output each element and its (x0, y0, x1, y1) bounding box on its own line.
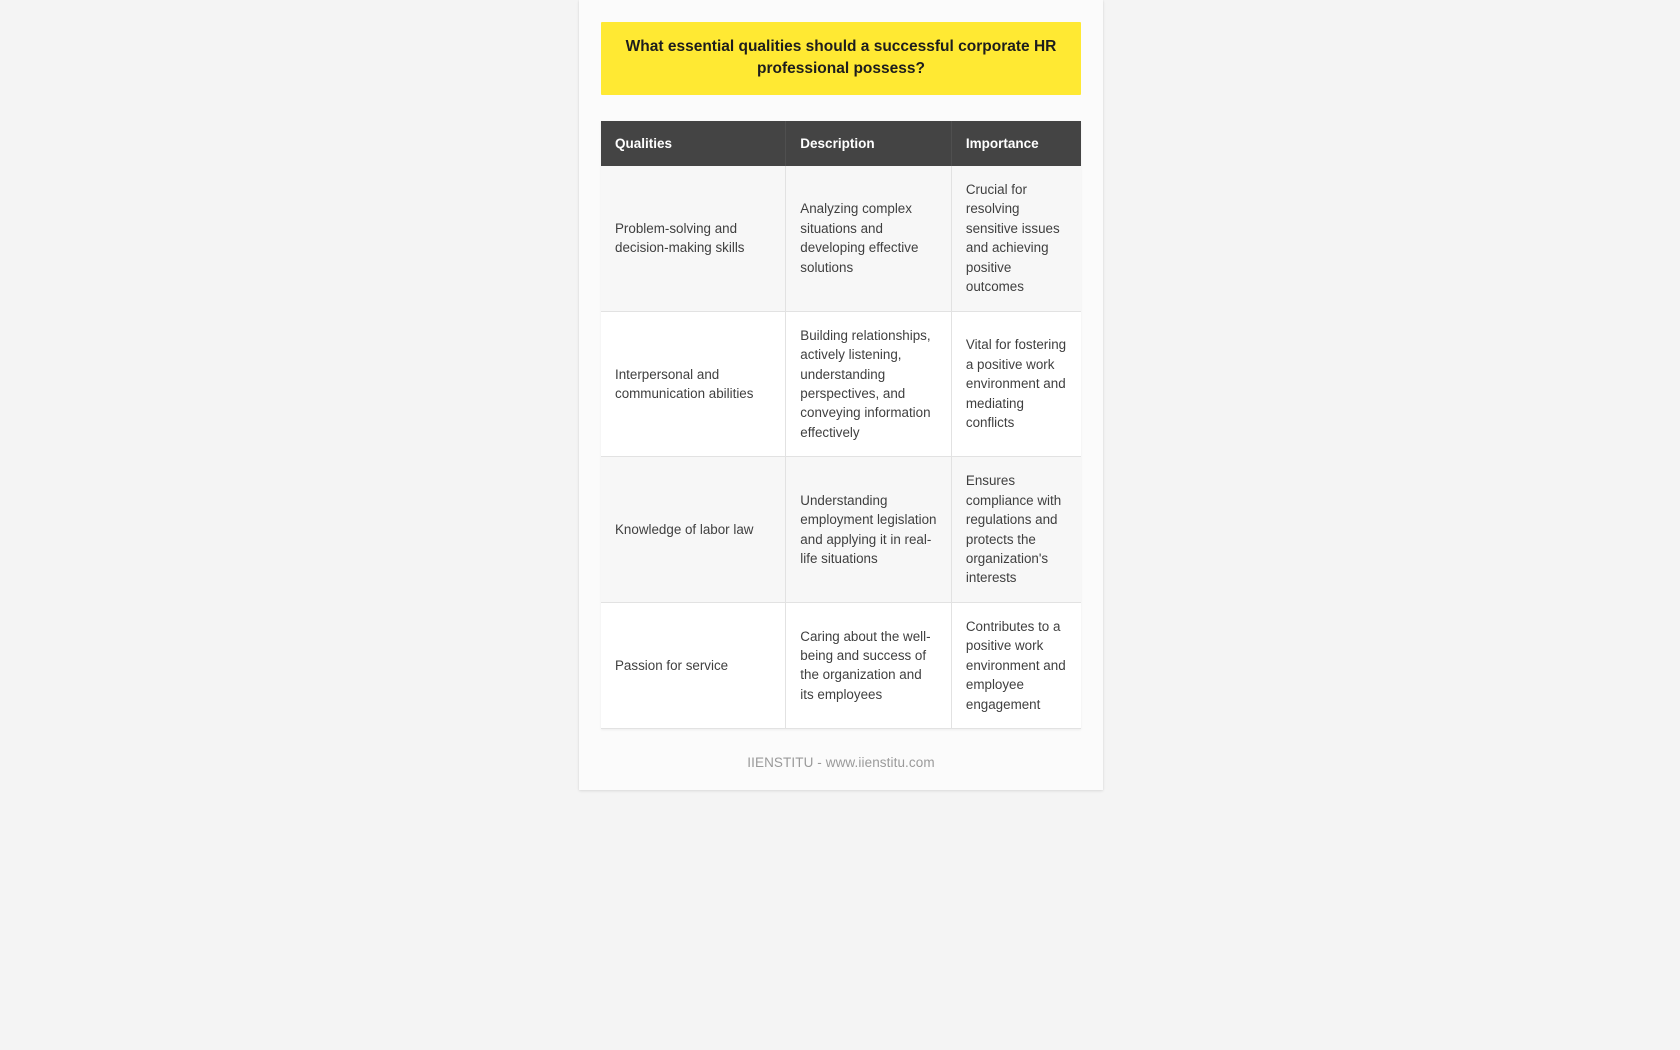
qualities-table-container (601, 121, 1081, 729)
cell-description: Caring about the well-being and success of the organization and its employees (786, 602, 952, 728)
cell-quality: Problem-solving and decision-making skills (601, 166, 786, 311)
column-header-importance: Importance (951, 121, 1081, 166)
cell-description: Building relationships, actively listening, understanding perspectives, and conveying information effectively (786, 311, 952, 457)
table-header-row (601, 121, 1081, 166)
cell-importance: Vital for fostering a positive work environment and mediating conflicts (951, 311, 1081, 457)
table-row (601, 602, 1081, 728)
table-row (601, 311, 1081, 457)
column-header-qualities: Qualities (601, 121, 786, 166)
cell-importance: Ensures compliance with regulations and protects the organization's interests (951, 457, 1081, 603)
table-header (601, 121, 1081, 166)
cell-quality: Interpersonal and communication abilities (601, 311, 786, 457)
table-body (601, 166, 1081, 729)
cell-description: Analyzing complex situations and developing effective solutions (786, 166, 952, 311)
cell-quality: Passion for service (601, 602, 786, 728)
content-card (579, 0, 1103, 790)
column-header-description: Description (786, 121, 952, 166)
table-row (601, 166, 1081, 311)
table-row (601, 457, 1081, 603)
footer-attribution: IIENSTITU - www.iienstitu.com (747, 755, 935, 771)
qualities-table (601, 121, 1081, 729)
cell-quality: Knowledge of labor law (601, 457, 786, 603)
cell-description: Understanding employment legislation and applying it in real-life situations (786, 457, 952, 603)
page-title: What essential qualities should a successful corporate HR professional possess? (601, 22, 1081, 95)
cell-importance: Contributes to a positive work environment and employee engagement (951, 602, 1081, 728)
cell-importance: Crucial for resolving sensitive issues and achieving positive outcomes (951, 166, 1081, 311)
